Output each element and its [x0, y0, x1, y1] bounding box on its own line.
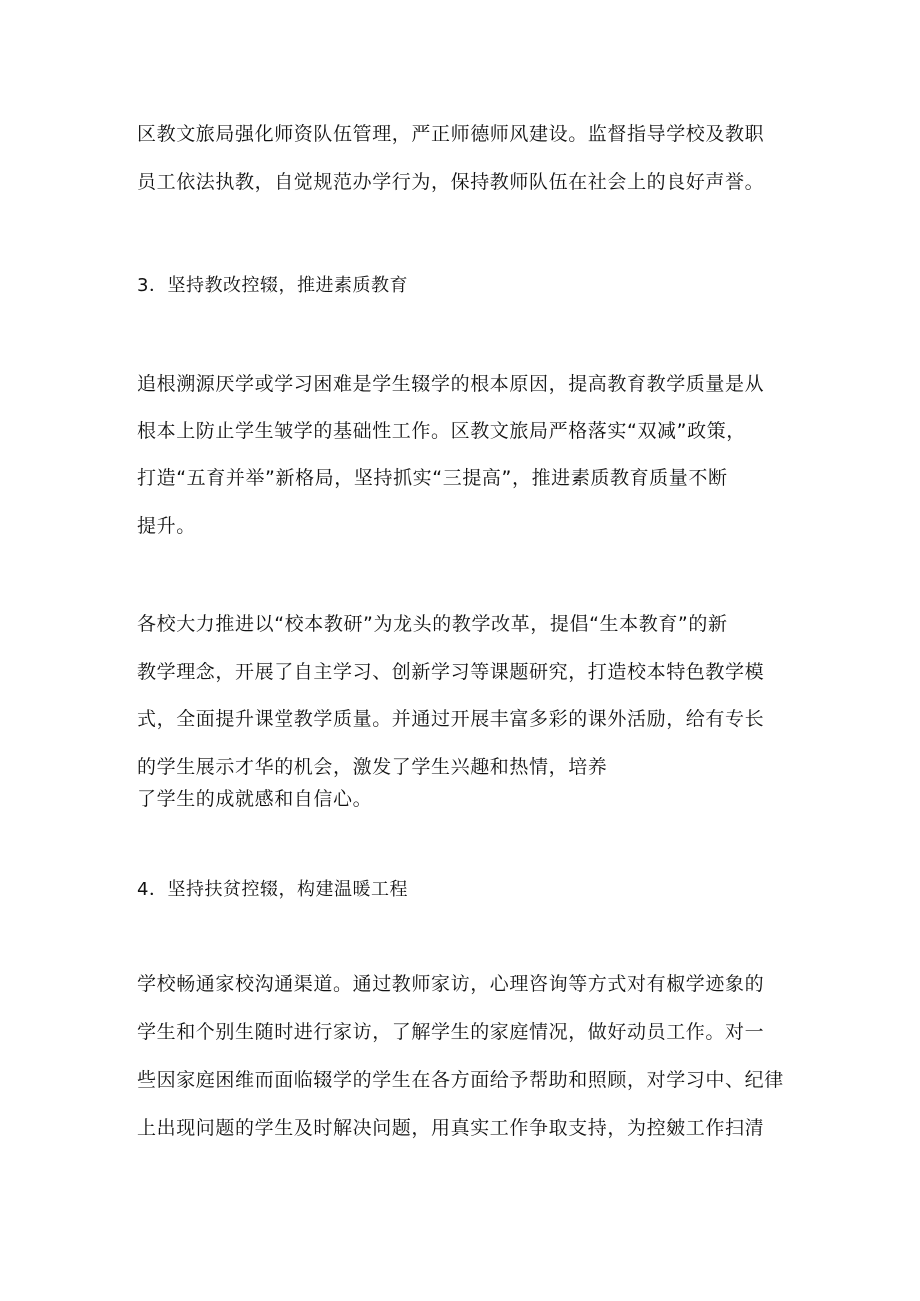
paragraph-3-line-1: 各校大力推进以“校本教研”为龙头的教学改革，提倡“生本教育”的新 [137, 613, 728, 635]
paragraph-4-line-2: 学生和个别生随时进行家访，了解学生的家庭情况，做好动员工作。对一 [137, 1021, 765, 1043]
section-heading-4: 4．坚持扶贫控辍，构建温暖工程 [137, 879, 408, 900]
paragraph-3-line-4: 的学生展示才华的机会，激发了学生兴趣和热情，培养 [137, 756, 608, 778]
paragraph-4-line-4: 上出现问题的学生及时解决问题，用真实工作争取支持，为控皴工作扫清 [137, 1117, 765, 1139]
paragraph-1-line-2: 员工依法执教，自觉规范办学行为，保持教师队伍在社会上的良好声誉。 [137, 171, 765, 193]
paragraph-2-line-4: 提升。 [137, 515, 196, 537]
paragraph-1-line-1: 区教文旅局强化师资队伍管理，严正师德师风建设。监督指导学校及教职 [137, 123, 765, 145]
paragraph-4-line-1: 学校畅通家校沟通渠道。通过教师家访，心理咨询等方式对有椒学迹象的 [137, 973, 765, 995]
paragraph-2-line-3: 打造“五育并举”新格局，坚持抓实“三提高”，推进素质教育质量不断 [137, 467, 728, 489]
paragraph-2-line-1: 追根溯源厌学或学习困难是学生辍学的根本原因，提高教育教学质量是从 [137, 373, 765, 395]
paragraph-3-line-3: 式，全面提升课堂教学质量。并通过开展丰富多彩的课外活励，给有专长 [137, 708, 765, 730]
paragraph-3-line-5: 了学生的成就感和自信心。 [137, 788, 373, 810]
paragraph-2-line-2: 根本上防止学生皱学的基础性工作。区教文旅局严格落实“双减”政策， [137, 420, 746, 442]
paragraph-3-line-2: 教学理念，开展了自主学习、创新学习等课题研究，打造校本特色教学模 [137, 661, 765, 683]
section-heading-3: 3．坚持教改控辍，推进素质教育 [137, 275, 408, 296]
paragraph-4-line-3: 些因家庭困维而面临辍学的学生在各方面给予帮助和照顾，对学习中、纪律 [137, 1069, 784, 1091]
